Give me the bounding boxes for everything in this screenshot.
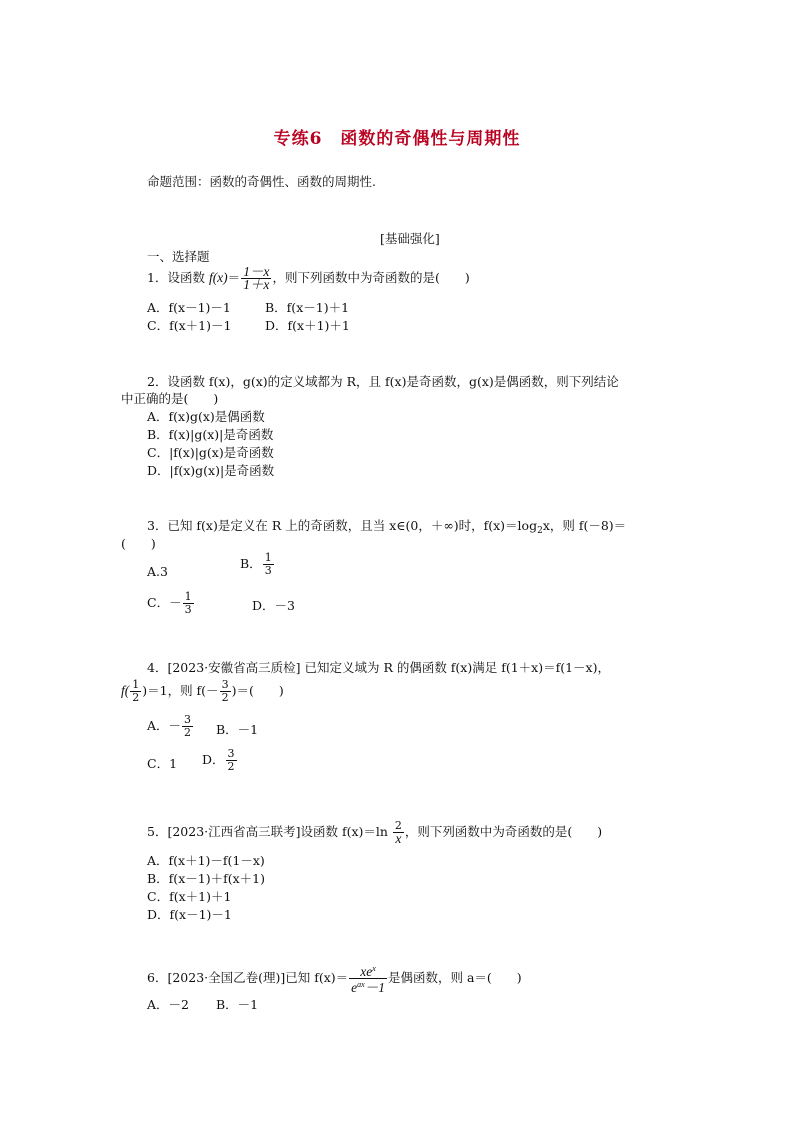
q6-stem-pre: 6．[2023·全国乙卷(理)]已知 f(x)＝ [147, 970, 349, 985]
q1-fraction [241, 266, 271, 291]
q5-option-b: B．f(x－1)＋f(x＋1) [147, 871, 265, 886]
q5-fraction [393, 820, 404, 845]
q4-three-halves-numerator: 3 [221, 678, 229, 691]
q6-stem [147, 963, 522, 994]
q1-option-a: A．f(x－1)－1 [147, 300, 231, 315]
q3-option-c-denominator: 3 [184, 603, 192, 616]
q5-denominator: x [395, 831, 402, 846]
q4-option-d-denominator: 2 [227, 760, 235, 773]
q2-option-d: D．|f(x)g(x)|是奇函数 [147, 463, 275, 478]
question-1-stem [147, 266, 470, 291]
q6-numerator [349, 963, 387, 979]
q6-denominator-base: e [351, 980, 358, 995]
q3-option-c-numerator: 1 [184, 590, 192, 603]
q4-three-halves-denominator: 2 [221, 691, 229, 704]
q4-three-halves-fraction [220, 679, 231, 704]
q4-half-fraction [130, 679, 141, 704]
q6-denominator-tail: －1 [364, 980, 385, 995]
q6-numerator-exponent: x [372, 964, 376, 973]
q1-option-b: B．f(x－1)＋1 [265, 300, 350, 315]
q1-denominator: 1＋x [243, 277, 270, 292]
part-heading: 一、选择题 [147, 249, 210, 264]
q3-log-base: 2 [537, 526, 543, 536]
q2-option-c: C．|f(x)|g(x)是奇函数 [147, 445, 274, 460]
q6-numerator-base: xe [360, 964, 373, 979]
q4-option-a-numerator: 3 [184, 713, 192, 726]
q4-option-d-fraction [226, 748, 237, 773]
q1-stem-pre: 1．设函数 [147, 270, 209, 285]
q2-option-b: B．f(x)|g(x)|是奇函数 [147, 427, 274, 442]
q4-option-a-label: A．－ [147, 718, 182, 733]
q4-stem-line2 [121, 679, 284, 704]
q4-option-c: C．1 [147, 756, 178, 771]
q1-numerator: 1－x [243, 264, 270, 279]
q4-option-d-label: D． [202, 752, 225, 767]
q2-stem-line2: 中正确的是( ) [121, 391, 219, 406]
scope-text: 命题范围：函数的奇偶性、函数的周期性. [147, 174, 376, 189]
q1-eq: ＝ [227, 270, 241, 285]
q2-option-a: A．f(x)g(x)是偶函数 [147, 409, 265, 424]
q2-stem-line1: 2．设函数 f(x)，g(x)的定义域都为 R，且 f(x)是奇函数，g(x)是偶函数，则下列结论 [147, 374, 619, 389]
q3-option-c-label: C．－ [147, 595, 182, 610]
q3-stem-post: x，则 f(－8)＝ [542, 518, 627, 533]
q3-option-c-fraction [183, 591, 194, 616]
q3-option-b-numerator: 1 [264, 551, 272, 564]
q3-option-b [240, 552, 275, 577]
q3-option-c [147, 591, 195, 616]
q6-fraction [349, 963, 387, 994]
q4-option-d-numerator: 3 [227, 747, 235, 760]
q6-option-b: B．－1 [216, 997, 259, 1012]
q6-option-a: A．－2 [147, 997, 189, 1012]
q6-denominator-exponent: ax [357, 980, 365, 989]
q4-half-denominator: 2 [132, 691, 140, 704]
q5-option-c: C．f(x＋1)＋1 [147, 889, 232, 904]
q4-stem-mid: )＝1，则 f(－ [142, 683, 219, 698]
page-title: 专练6 函数的奇偶性与周期性 [273, 129, 521, 149]
q4-option-a-fraction [182, 714, 193, 739]
q3-stem-line1 [147, 518, 626, 539]
q4-option-a [147, 714, 194, 739]
q4-stem-line1: 4．[2023·安徽省高三质检] 已知定义域为 R 的偶函数 f(x)满足 f(1＋x)＝f(1－x)， [147, 660, 610, 675]
q4-half-numerator: 1 [132, 678, 140, 691]
q5-stem-post: ，则下列函数中为奇函数的是( ) [404, 824, 603, 839]
q5-option-a: A．f(x＋1)－f(1－x) [147, 853, 265, 868]
q3-option-a: A.3 [147, 564, 168, 579]
q4-option-a-denominator: 2 [184, 726, 192, 739]
q5-stem-pre: 5．[2023·江西省高三联考]设函数 f(x)＝ln [147, 824, 392, 839]
q3-option-d: D．－3 [252, 598, 295, 613]
q4-option-b: B．－1 [216, 722, 259, 737]
q5-numerator: 2 [394, 819, 402, 832]
q3-option-b-denominator: 3 [264, 564, 272, 577]
q1-option-d: D．f(x＋1)＋1 [265, 318, 350, 333]
q3-stem-line2: ( ) [121, 536, 156, 551]
q1-stem-post: ，则下列函数中为奇函数的是( ) [272, 270, 470, 285]
q4-f-open: f( [121, 683, 130, 698]
q3-stem-pre: 3．已知 f(x)是定义在 R 上的奇函数，且当 x∈(0，＋∞)时，f(x)＝log [147, 518, 538, 533]
q3-option-b-label: B． [240, 556, 262, 571]
q1-fx: f(x) [208, 270, 228, 285]
q1-option-c: C．f(x＋1)－1 [147, 318, 232, 333]
q3-option-b-fraction [263, 552, 274, 577]
q5-option-d: D．f(x－1)－1 [147, 907, 232, 922]
q6-stem-post: 是偶函数，则 a＝( ) [387, 970, 522, 985]
q5-stem [147, 820, 602, 845]
q6-denominator [349, 979, 387, 994]
q4-stem-post: )＝( ) [231, 683, 284, 698]
section-heading: [基础强化] [380, 231, 440, 246]
q4-option-d [202, 748, 238, 773]
